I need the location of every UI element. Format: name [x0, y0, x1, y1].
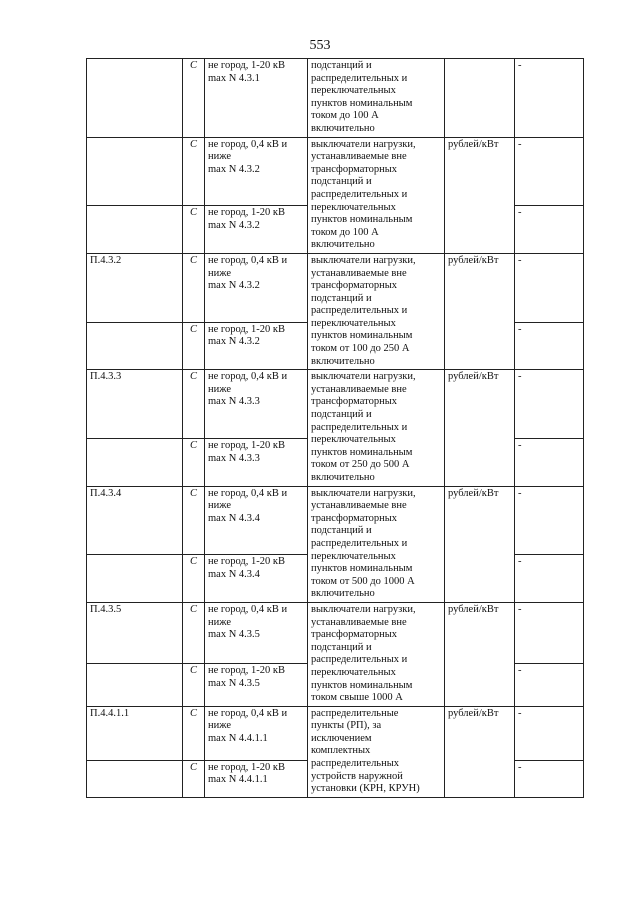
row-code	[87, 59, 183, 138]
unit-text: рублей/кВт	[445, 486, 515, 602]
condition-text-line: max N 4.4.1.1	[208, 774, 268, 786]
description-text-line: распределительных и	[311, 305, 408, 317]
description-text-line: переключательных	[311, 550, 396, 562]
tariff-letter: С	[183, 439, 205, 487]
condition-text	[205, 760, 308, 797]
description-text-line: включительно	[311, 239, 375, 251]
description-text-line: распределительные	[311, 707, 399, 719]
description-text-line: устанавливаемые вне	[311, 500, 407, 512]
tariff-letter: С	[183, 706, 205, 760]
description-text-line: пунктов номинальным	[311, 97, 413, 109]
description-text-line: включительно	[311, 122, 375, 134]
description-text-line: током от 100 до 250 А	[311, 343, 410, 355]
row-code	[87, 664, 183, 706]
description-text-line: распределительных и	[311, 188, 408, 200]
description-text-line: устанавливаемые вне	[311, 616, 407, 628]
description-text-line: переключательных	[311, 317, 396, 329]
value-text: -	[515, 555, 584, 603]
description-text-line: устанавливаемые вне	[311, 151, 407, 163]
description-text-line: пунктов номинальным	[311, 563, 413, 575]
unit-text: рублей/кВт	[445, 253, 515, 369]
description-text-line: током от 250 до 500 А	[311, 459, 410, 471]
condition-text	[205, 370, 308, 439]
description-text-line: подстанций и	[311, 525, 372, 537]
row-code	[87, 439, 183, 487]
description-text	[308, 59, 445, 138]
row-code: П.4.3.4	[87, 486, 183, 555]
condition-text-line: max N 4.3.5	[208, 629, 260, 641]
description-text-line: включительно	[311, 472, 375, 483]
description-text-line: переключательных	[311, 434, 396, 446]
value-text: -	[515, 486, 584, 555]
unit-text	[445, 59, 515, 138]
row-code	[87, 555, 183, 603]
condition-text	[205, 59, 308, 138]
condition-text-line: max N 4.3.1	[208, 72, 260, 84]
description-text-line: пункты (РП), за	[311, 720, 382, 732]
row-code	[87, 206, 183, 254]
condition-text-line: max N 4.3.2	[208, 336, 260, 348]
tariff-letter: С	[183, 322, 205, 370]
condition-text-line: не город, 0,4 кВ и	[208, 138, 288, 150]
condition-text-line: max N 4.3.2	[208, 163, 260, 175]
description-text-line: подстанций и	[311, 409, 372, 421]
description-text-line: выключатели нагрузки,	[311, 254, 416, 266]
description-text-line: выключатели нагрузки,	[311, 487, 416, 499]
description-text-line: распределительных и	[311, 537, 408, 549]
description-text-line: распределительных и	[311, 421, 408, 433]
description-text-line: переключательных	[311, 85, 396, 97]
table-row	[87, 486, 584, 555]
description-text-line: распределительных и	[311, 72, 408, 84]
condition-text-line: не город, 1-20 кВ	[208, 323, 285, 335]
description-text-line: выключатели нагрузки,	[311, 138, 416, 150]
table-row	[87, 253, 584, 322]
row-code	[87, 760, 183, 797]
condition-text-line: max N 4.3.2	[208, 280, 260, 292]
condition-text-line: ниже	[208, 151, 232, 163]
condition-text-line: не город, 1-20 кВ	[208, 60, 285, 71]
value-text: -	[515, 439, 584, 487]
description-text-line: подстанций и	[311, 176, 372, 188]
condition-text-line: max N 4.3.2	[208, 219, 260, 231]
condition-text	[205, 602, 308, 663]
unit-text: рублей/кВт	[445, 602, 515, 706]
value-text: -	[515, 664, 584, 706]
condition-text	[205, 706, 308, 760]
tariff-letter: С	[183, 555, 205, 603]
value-text: -	[515, 206, 584, 254]
description-text-line: трансформаторных	[311, 163, 398, 175]
description-text-line: переключательных	[311, 666, 396, 678]
row-code: П.4.3.5	[87, 602, 183, 663]
condition-text-line: не город, 1-20 кВ	[208, 665, 285, 677]
value-text: -	[515, 370, 584, 439]
description-text-line: током свыше 1000 А	[311, 692, 403, 704]
condition-text-line: max N 4.3.4	[208, 512, 260, 524]
row-code: П.4.3.3	[87, 370, 183, 439]
value-text: -	[515, 602, 584, 663]
description-text-line: распределительных	[311, 758, 400, 770]
description-text	[308, 253, 445, 369]
description-text-line: пунктов номинальным	[311, 214, 413, 226]
condition-text-line: ниже	[208, 383, 232, 395]
description-text-line: трансформаторных	[311, 512, 398, 524]
condition-text-line: не город, 1-20 кВ	[208, 556, 285, 568]
description-text-line: пунктов номинальным	[311, 330, 413, 342]
description-text-line: установки (КРН, КРУН)	[311, 783, 420, 795]
description-text	[308, 137, 445, 253]
value-text: -	[515, 706, 584, 760]
unit-text: рублей/кВт	[445, 370, 515, 486]
value-text: -	[515, 253, 584, 322]
table-row	[87, 370, 584, 439]
description-text-line: током до 100 А	[311, 226, 379, 238]
description-text-line: устанавливаемые вне	[311, 267, 407, 279]
tariff-letter: С	[183, 664, 205, 706]
condition-text	[205, 486, 308, 555]
description-text-line: исключением	[311, 732, 372, 744]
description-text	[308, 486, 445, 602]
unit-text: рублей/кВт	[445, 137, 515, 253]
condition-text-line: ниже	[208, 267, 232, 279]
description-text-line: током до 100 А	[311, 110, 379, 122]
description-text-line: подстанций и	[311, 60, 372, 71]
tariff-letter: С	[183, 602, 205, 663]
description-text-line: выключатели нагрузки,	[311, 371, 416, 383]
tariff-letter: С	[183, 137, 205, 206]
condition-text-line: ниже	[208, 616, 232, 628]
row-code	[87, 322, 183, 370]
condition-text-line: не город, 1-20 кВ	[208, 761, 285, 773]
tariff-letter: С	[183, 370, 205, 439]
description-text-line: комплектных	[311, 745, 371, 757]
condition-text	[205, 137, 308, 206]
condition-text-line: не город, 0,4 кВ и	[208, 603, 288, 615]
description-text-line: устройств наружной	[311, 770, 403, 782]
description-text-line: трансформаторных	[311, 396, 398, 408]
description-text-line: включительно	[311, 355, 375, 367]
condition-text-line: max N 4.3.4	[208, 568, 260, 580]
description-text-line: выключатели нагрузки,	[311, 603, 416, 615]
description-text-line: пунктов номинальным	[311, 679, 413, 691]
table-row	[87, 137, 584, 206]
description-text-line: трансформаторных	[311, 629, 398, 641]
condition-text	[205, 253, 308, 322]
row-code: П.4.3.2	[87, 253, 183, 322]
table-row	[87, 706, 584, 760]
page-number: 553	[309, 38, 331, 53]
description-text-line: подстанций и	[311, 641, 372, 653]
condition-text-line: max N 4.3.3	[208, 452, 260, 464]
condition-text-line: max N 4.4.1.1	[208, 732, 268, 744]
table-row	[87, 59, 584, 138]
condition-text-line: не город, 0,4 кВ и	[208, 371, 288, 383]
tariff-letter: С	[183, 253, 205, 322]
condition-text-line: max N 4.3.5	[208, 677, 260, 689]
row-code	[87, 137, 183, 206]
condition-text	[205, 555, 308, 603]
tariff-table	[86, 58, 584, 798]
unit-text: рублей/кВт	[445, 706, 515, 797]
condition-text	[205, 439, 308, 487]
description-text	[308, 706, 445, 797]
description-text-line: пунктов номинальным	[311, 446, 413, 458]
value-text: -	[515, 322, 584, 370]
description-text-line: током от 500 до 1000 А	[311, 575, 415, 587]
value-text: -	[515, 59, 584, 138]
tariff-letter: С	[183, 760, 205, 797]
description-text-line: устанавливаемые вне	[311, 383, 407, 395]
condition-text-line: ниже	[208, 720, 232, 732]
condition-text-line: не город, 0,4 кВ и	[208, 707, 288, 719]
description-text	[308, 370, 445, 486]
table-row	[87, 602, 584, 663]
condition-text-line: не город, 0,4 кВ и	[208, 254, 288, 266]
condition-text	[205, 206, 308, 254]
condition-text-line: ниже	[208, 500, 232, 512]
tariff-letter: С	[183, 59, 205, 138]
description-text-line: подстанций и	[311, 292, 372, 304]
value-text: -	[515, 760, 584, 797]
description-text-line: включительно	[311, 588, 375, 600]
condition-text	[205, 322, 308, 370]
tariff-table-body	[87, 59, 584, 798]
description-text-line: переключательных	[311, 201, 396, 213]
value-text: -	[515, 137, 584, 206]
description-text-line: трансформаторных	[311, 280, 398, 292]
description-text	[308, 602, 445, 706]
tariff-letter: С	[183, 486, 205, 555]
description-text-line: распределительных и	[311, 654, 408, 666]
condition-text-line: не город, 0,4 кВ и	[208, 487, 288, 499]
condition-text-line: не город, 1-20 кВ	[208, 207, 285, 219]
row-code: П.4.4.1.1	[87, 706, 183, 760]
condition-text	[205, 664, 308, 706]
condition-text-line: max N 4.3.3	[208, 396, 260, 408]
tariff-letter: С	[183, 206, 205, 254]
condition-text-line: не город, 1-20 кВ	[208, 440, 285, 452]
